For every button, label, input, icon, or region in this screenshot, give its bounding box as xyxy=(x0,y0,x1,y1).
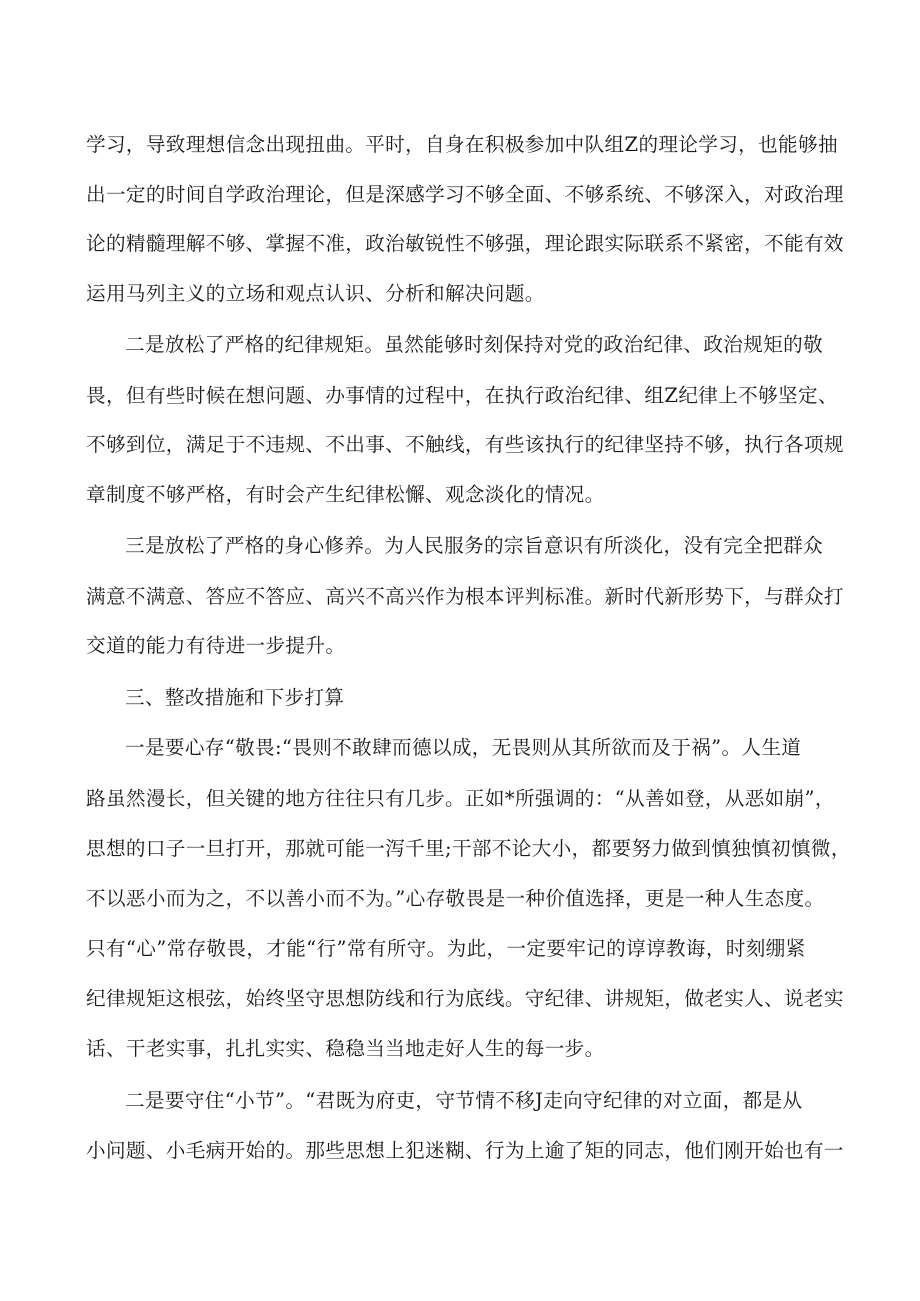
text-line: 满意不满意、答应不答应、高兴不高兴作为根本评判标准。新时代新形势下，与群众打 xyxy=(86,585,844,608)
paragraph-start-line: 二是放松了严格的纪律规矩。虽然能够时刻保持对党的政治纪律、政治规矩的敬 xyxy=(125,333,824,356)
text-line: 思想的口子一旦打开，那就可能一泻千里;干部不论大小，都要努力做到慎独慎初慎微， xyxy=(86,837,851,860)
text-line: 不够到位，满足于不违规、不出事、不触线，有些该执行的纪律坚持不够，执行各项规 xyxy=(86,433,844,456)
text-line: 畏，但有些时候在想问题、办事情的过程中，在执行政治纪律、组Z纪律上不够坚定、 xyxy=(86,384,838,407)
text-line: 只有“心”常存敬畏，才能“行”常有所守。为此，一定要牢记的谆谆教诲，时刻绷紧 xyxy=(86,937,806,960)
text-line: 不以恶小而为之，不以善小而不为。”心存敬畏是一种价值选择，更是一种人生态度。 xyxy=(86,887,825,910)
text-line: 路虽然漫长，但关键的地方往往只有几步。正如*所强调的：“从善如登，从恶如崩”， xyxy=(86,787,835,810)
text-line: 论的精髓理解不够、掌握不准，政治敏锐性不够强，理论跟实际联系不紧密，不能有效 xyxy=(86,232,844,255)
text-line: 纪律规矩这根弦，始终坚守思想防线和行为底线。守纪律、讲规矩，做老实人、说老实 xyxy=(86,987,844,1010)
text-line: 话、干老实事，扎扎实实、稳稳当当地走好人生的每一步。 xyxy=(86,1037,605,1060)
text-line: 交道的能力有待进一步提升。 xyxy=(86,634,346,657)
text-line: 小问题、小毛病开始的。那些思想上犯迷糊、行为上逾了矩的同志，他们刚开始也有一 xyxy=(86,1139,844,1162)
text-line: 章制度不够严格，有时会产生纪律松懈、观念淡化的情况。 xyxy=(86,483,605,506)
paragraph-start-line: 三是放松了严格的身心修养。为人民服务的宗旨意识有所淡化，没有完全把群众 xyxy=(125,534,824,557)
paragraph-start-line: 一是要心存“敬畏:“畏则不敢肆而德以成，无畏则从其所欲而及于祸”。人生道 xyxy=(125,736,802,759)
text-line: 出一定的时间自学政治理论，但是深感学习不够全面、不够系统、不够深入，对政治理 xyxy=(86,183,844,206)
paragraph-start-line: 二是要守住“小节”。“君既为府吏，守节情不移J走向守纪律的对立面，都是从 xyxy=(125,1089,803,1112)
text-line: 运用马列主义的立场和观点认识、分析和解决问题。 xyxy=(86,282,545,305)
text-line: 学习，导致理想信念出现扭曲。平时，自身在积极参加中队组Z的理论学习，也能够抽 xyxy=(86,133,838,156)
section-heading: 三、整改措施和下步打算 xyxy=(125,686,345,709)
